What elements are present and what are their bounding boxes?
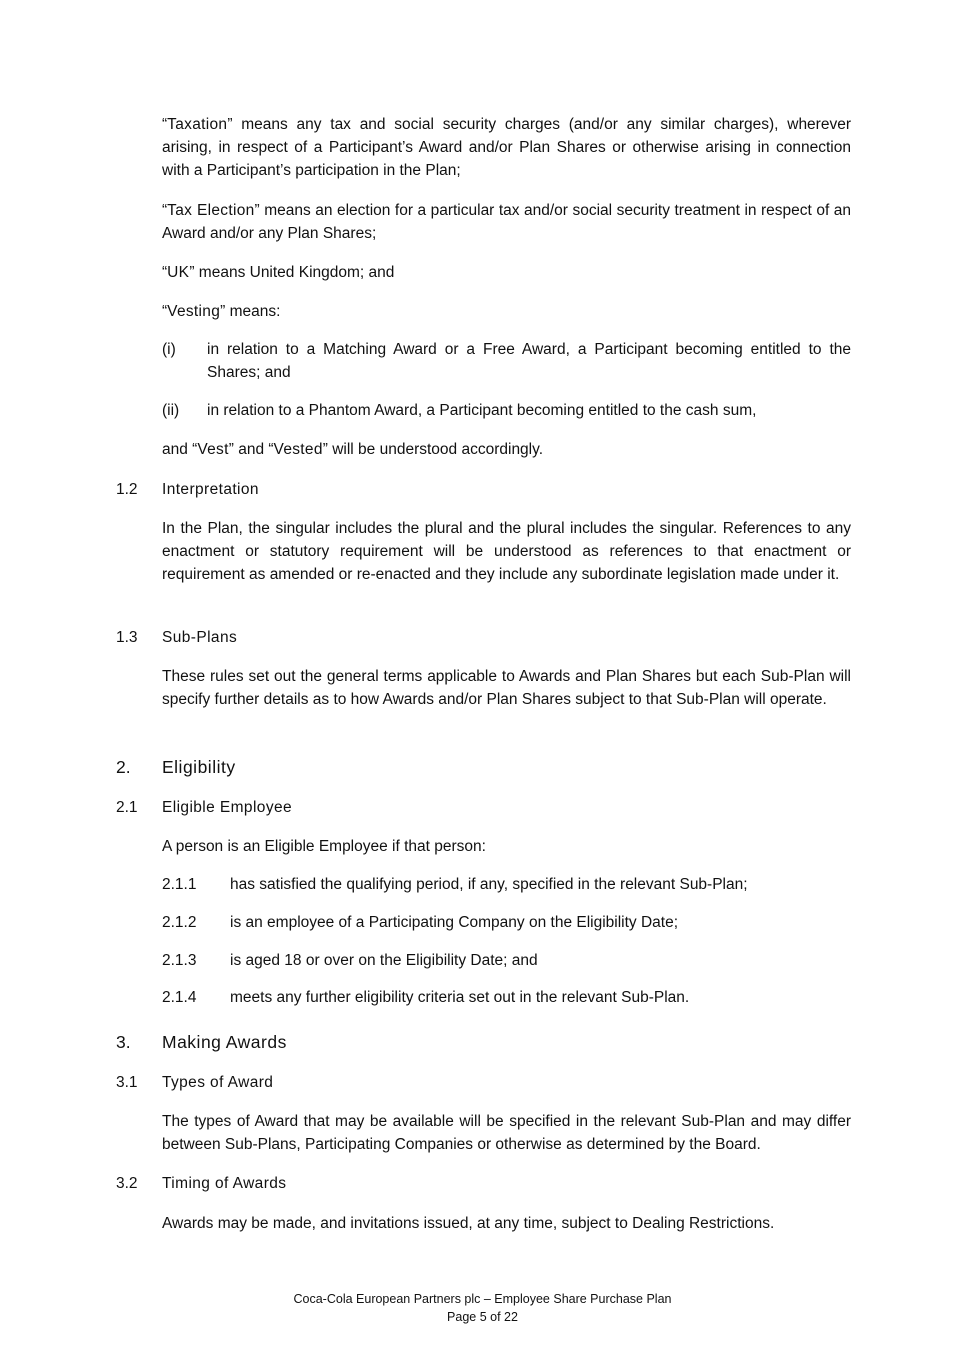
definition-term: Tax Election xyxy=(167,202,255,219)
section-number: 3.2 xyxy=(116,1175,138,1192)
section-heading: Eligible Employee xyxy=(162,799,293,816)
section-text: These rules set out the general terms applicable to Awards and Plan Shares but each Sub-Plan will specify further details as to how Awards and/or Plan Shares subject to that Sub-Plan will operate. xyxy=(162,668,851,708)
section-title: Eligibility xyxy=(162,757,236,777)
section-heading: Sub-Plans xyxy=(162,629,238,646)
vesting-item-number: (i) xyxy=(162,341,176,358)
section-number: 1.2 xyxy=(116,481,138,498)
section-number: 2. xyxy=(116,757,131,777)
clause-number: 2.1.1 xyxy=(162,876,197,893)
closing-pre: and xyxy=(162,441,193,458)
closing-mid: and xyxy=(233,441,269,458)
section-text: The types of Award that may be available will be specified in the relevant Sub-Plan and may differ between Sub-Plans, Participating Companies or otherwise as determined by the Board. xyxy=(162,1113,851,1153)
section-text: In the Plan, the singular includes the plural and the plural includes the singular. References to any enactment or statutory requirement will be understood as references to that enactment or requirement as amended or re-enacted and they include any subordinate legislation made under it. xyxy=(162,520,851,583)
clause-number: 2.1.2 xyxy=(162,914,197,931)
vesting-item-text: in relation to a Phantom Award, a Participant becoming entitled to the cash sum, xyxy=(207,402,757,419)
clause-text: meets any further eligibility criteria set out in the relevant Sub-Plan. xyxy=(230,989,690,1006)
definition-term: Taxation xyxy=(167,116,228,133)
clause-text: has satisfied the qualifying period, if any, specified in the relevant Sub-Plan; xyxy=(230,876,748,893)
section-number: 3.1 xyxy=(116,1074,138,1091)
vesting-item-text: in relation to a Matching Award or a Free Award, a Participant becoming entitled to the Shares; and xyxy=(207,341,851,381)
section-title: Making Awards xyxy=(162,1032,287,1052)
footer-title: Coca-Cola European Partners plc – Employee Share Purchase Plan xyxy=(293,1292,672,1306)
section-number: 2.1 xyxy=(116,799,138,816)
closing-post: will be understood accordingly. xyxy=(327,441,544,458)
definition-term: UK xyxy=(167,264,190,281)
definition-text: means: xyxy=(225,303,281,320)
section-text: A person is an Eligible Employee if that person: xyxy=(162,838,486,855)
clause-number: 2.1.3 xyxy=(162,952,197,969)
vesting-closing: and “Vest” and “Vested” will be understood accordingly. xyxy=(162,441,544,458)
clause-text: is an employee of a Participating Company on the Eligibility Date; xyxy=(230,914,679,931)
section-text: Awards may be made, and invitations issued, at any time, subject to Dealing Restrictions. xyxy=(162,1215,775,1232)
definition-tax-election: “Tax Election” means an election for a particular tax and/or social security treatment in respect of an Award and/or any Plan Shares; xyxy=(162,202,852,242)
clause-number: 2.1.4 xyxy=(162,989,197,1006)
definition-term: Vesting xyxy=(167,303,221,320)
page-number: Page 5 of 22 xyxy=(447,1310,518,1324)
definition-taxation: “Taxation” means any tax and social security charges (and/or any similar charges), wherever arising, in respect of a Participant’s Award and/or Plan Shares or otherwise arising in connection with a Participant’s participation in the Plan; xyxy=(162,116,851,179)
section-heading: Interpretation xyxy=(162,481,259,498)
definition-text: means United Kingdom; and xyxy=(194,264,395,281)
definition-vesting: “Vesting” means: xyxy=(162,303,281,320)
vesting-item-number: (ii) xyxy=(162,402,180,419)
section-heading: Timing of Awards xyxy=(162,1175,287,1192)
section-number: 3. xyxy=(116,1032,131,1052)
definition-term: Vested xyxy=(273,441,323,458)
definition-term: Vest xyxy=(197,441,229,458)
definition-text: means an election for a particular tax and/or social security treatment in respect of an Award and/or any Plan Shares; xyxy=(162,202,852,242)
definition-text: means any tax and social security charges (and/or any similar charges), wherever arising, in respect of a Participant’s Award and/or Plan Shares or otherwise arising in connection with a Participant’s participation in the Plan; xyxy=(162,116,851,179)
section-heading: Types of Award xyxy=(162,1074,274,1091)
definition-uk: “UK” means United Kingdom; and xyxy=(162,264,395,281)
section-number: 1.3 xyxy=(116,629,138,646)
clause-text: is aged 18 or over on the Eligibility Date; and xyxy=(230,952,538,969)
